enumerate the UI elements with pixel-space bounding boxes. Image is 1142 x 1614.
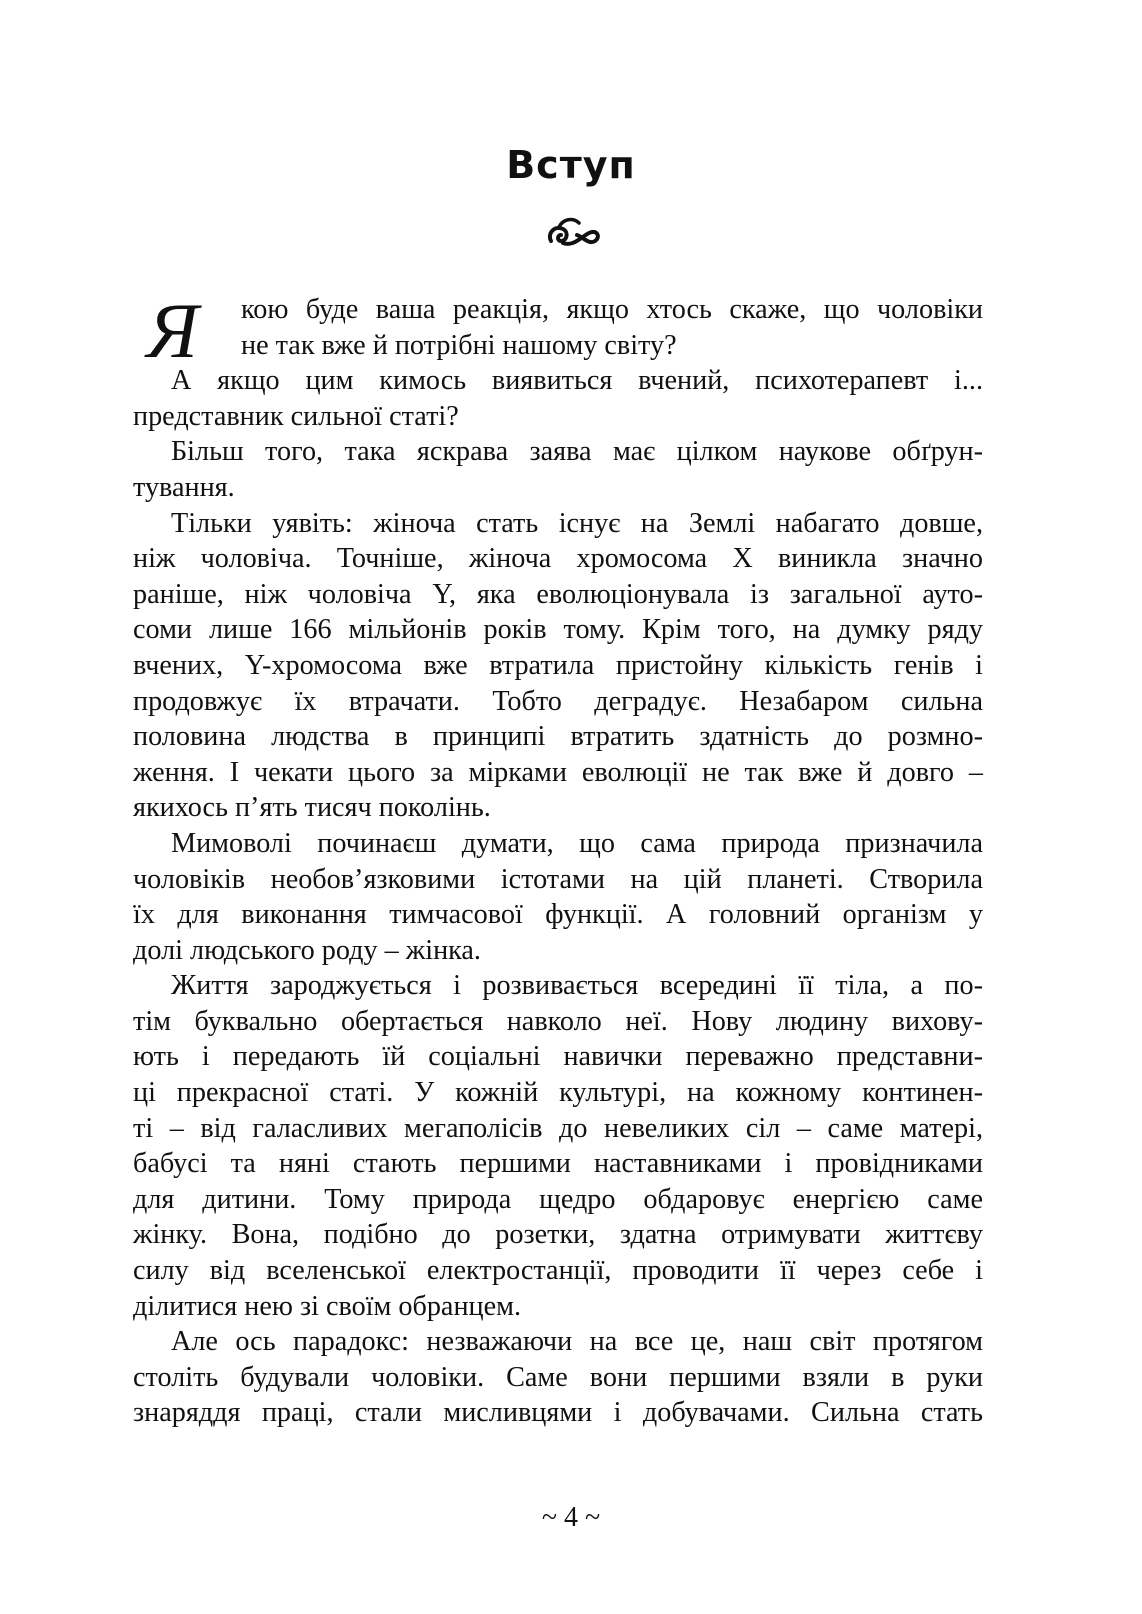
text-line: раніше, ніж чоловіча Y, яка еволюціонувала із загальної ауто- [133,578,983,610]
text-line: силу від вселенської електростанції, проводити її через себе і [133,1255,983,1287]
text-line: їх для виконання тимчасової функції. А головний організм у [133,899,983,931]
text-line: для дитини. Тому природа щедро обдаровує енергією саме [133,1183,983,1215]
text-line: чоловіків необов’язковими істотами на цій планеті. Створила [133,863,983,895]
text-line: Тільки уявіть: жіноча стать існує на Землі набагато довше, [171,507,983,539]
text-line: ніж чоловіча. Точніше, жіноча хромосома X виникла значно [133,543,983,575]
text-line: не так вже й потрібні нашому світу? [241,329,677,361]
text-line: ділитися нею зі своїм обранцем. [133,1290,522,1322]
text-line: Але ось парадокс: незважаючи на все це, наш світ протягом [171,1326,983,1358]
text-line: ження. І чекати цього за мірками еволюції не так вже й довго – [133,756,983,788]
text-line: тування. [133,471,235,503]
text-line: тім буквально обертається навколо неї. Нову людину вихову- [133,1005,983,1037]
body-text [133,287,983,1431]
fleuron-ornament-icon [545,215,603,251]
text-line: ті – від галасливих мегаполісів до невеликих сіл – саме матері, [133,1112,983,1144]
drop-cap: Я [147,287,199,374]
text-line: продовжує їх втрачати. Тобто деградує. Незабаром сильна [133,685,983,717]
text-line: Більш того, така яскрава заява має цілком наукове обґрун- [171,436,983,468]
paragraph-lines [133,287,983,1431]
text-line: половина людства в принципі втратить здатність до розмно- [133,721,983,753]
text-line: вчених, Y-хромосома вже втратила пристойну кількість генів і [133,649,983,681]
text-line: соми лише 166 мільйонів років тому. Крім того, на думку ряду [133,614,983,646]
text-line: якихось п’ять тисяч поколінь. [133,792,491,824]
text-line: знаряддя праці, стали мисливцями і добувачами. Сильна стать [133,1397,983,1429]
text-line: жінку. Вона, подібно до розетки, здатна отримувати життєву [133,1219,983,1251]
chapter-title: Вступ [506,143,636,187]
text-line: Життя зароджується і розвивається всередині її тіла, а по- [171,970,983,1002]
text-line: ють і передають їй соціальні навички переважно представни- [133,1041,983,1073]
page-number: ~ 4 ~ [541,1502,601,1533]
text-line: долі людського роду – жінка. [133,934,481,966]
text-line: представник сильної статі? [133,400,459,432]
text-line: кою буде ваша реакція, якщо хтось скаже, що чоловіки [241,294,983,325]
text-line: Мимоволі починаєш думати, що сама природа призначила [171,827,983,859]
text-line: бабусі та няні стають першими наставниками і провідниками [133,1148,983,1180]
text-line: століть будували чоловіки. Саме вони першими взяли в руки [133,1361,983,1393]
text-line: ці прекрасної статі. У кожній культурі, на кожному континен- [133,1077,983,1109]
text-line: А якщо цим кимось виявиться вчений, психотерапевт і... [171,365,983,397]
